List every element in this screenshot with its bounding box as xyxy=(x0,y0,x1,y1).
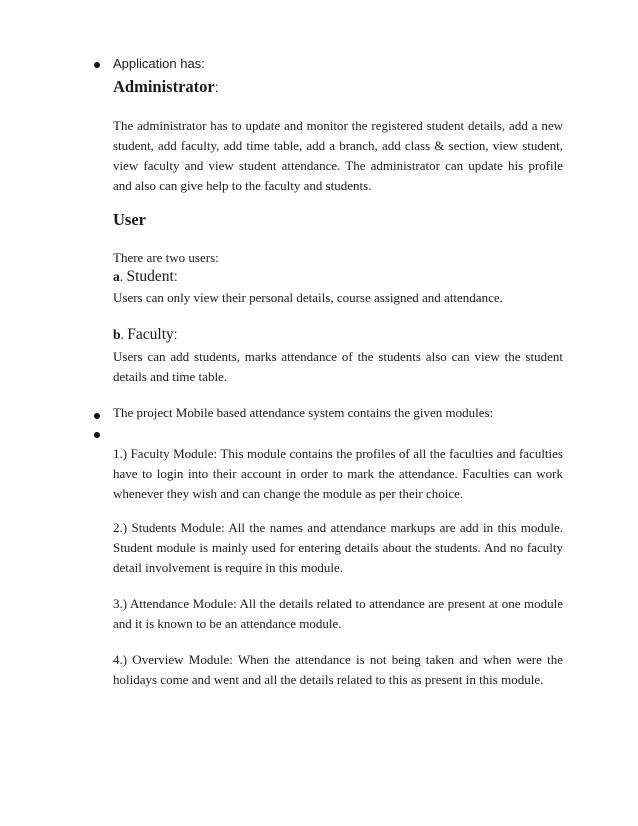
bullet-application-has: Application has: xyxy=(113,56,205,71)
bullet-marker xyxy=(94,62,100,68)
faculty-heading-line xyxy=(113,326,178,344)
administrator-heading-line xyxy=(113,77,219,97)
user-intro: There are two users: xyxy=(113,250,219,265)
bullet-project-modules: The project Mobile based attendance system contains the given modules: xyxy=(113,405,494,420)
bullet-marker-empty xyxy=(94,432,100,438)
bullet-marker xyxy=(94,413,100,419)
user-heading: User xyxy=(113,210,146,229)
student-letter: a xyxy=(113,269,120,284)
module-faculty: 1.) Faculty Module: This module contains the profiles of all the faculties and faculties have to login into their account in order to mark the attendance. Faculties can work whenever they wish and can change the module as per their choice. xyxy=(113,446,563,501)
administrator-colon: : xyxy=(214,80,219,95)
faculty-separator: . xyxy=(120,327,128,342)
student-colon: : xyxy=(173,269,178,284)
module-overview: 4.) Overview Module: When the attendance is not being taken and when were the holidays come and went and all the details related to this as present in this module. xyxy=(113,652,563,687)
student-title: Student xyxy=(126,268,174,285)
faculty-colon: : xyxy=(173,327,178,342)
module-students: 2.) Students Module: All the names and attendance markups are add in this module. Student module is mainly used for entering details about the students. And no faculty detail involvement is require in this module. xyxy=(113,520,563,575)
student-description: Users can only view their personal details, course assigned and attendance. xyxy=(113,290,503,305)
administrator-heading: Administrator xyxy=(113,77,215,96)
faculty-letter: b xyxy=(113,327,121,342)
administrator-description: The administrator has to update and monitor the registered student details, add a new student, add faculty, add time table, add a branch, add class & section, view student, view faculty and view student attendance. The administrator can update his profile and also can give help to the faculty and students. xyxy=(113,118,563,193)
faculty-title: Faculty xyxy=(127,326,174,343)
module-attendance: 3.) Attendance Module: All the details related to attendance are present at one module and it is known to be an attendance module. xyxy=(113,596,563,631)
student-separator: . xyxy=(119,269,127,284)
faculty-description: Users can add students, marks attendance of the students also can view the student details and time table. xyxy=(113,349,563,384)
student-heading-line xyxy=(113,268,178,286)
